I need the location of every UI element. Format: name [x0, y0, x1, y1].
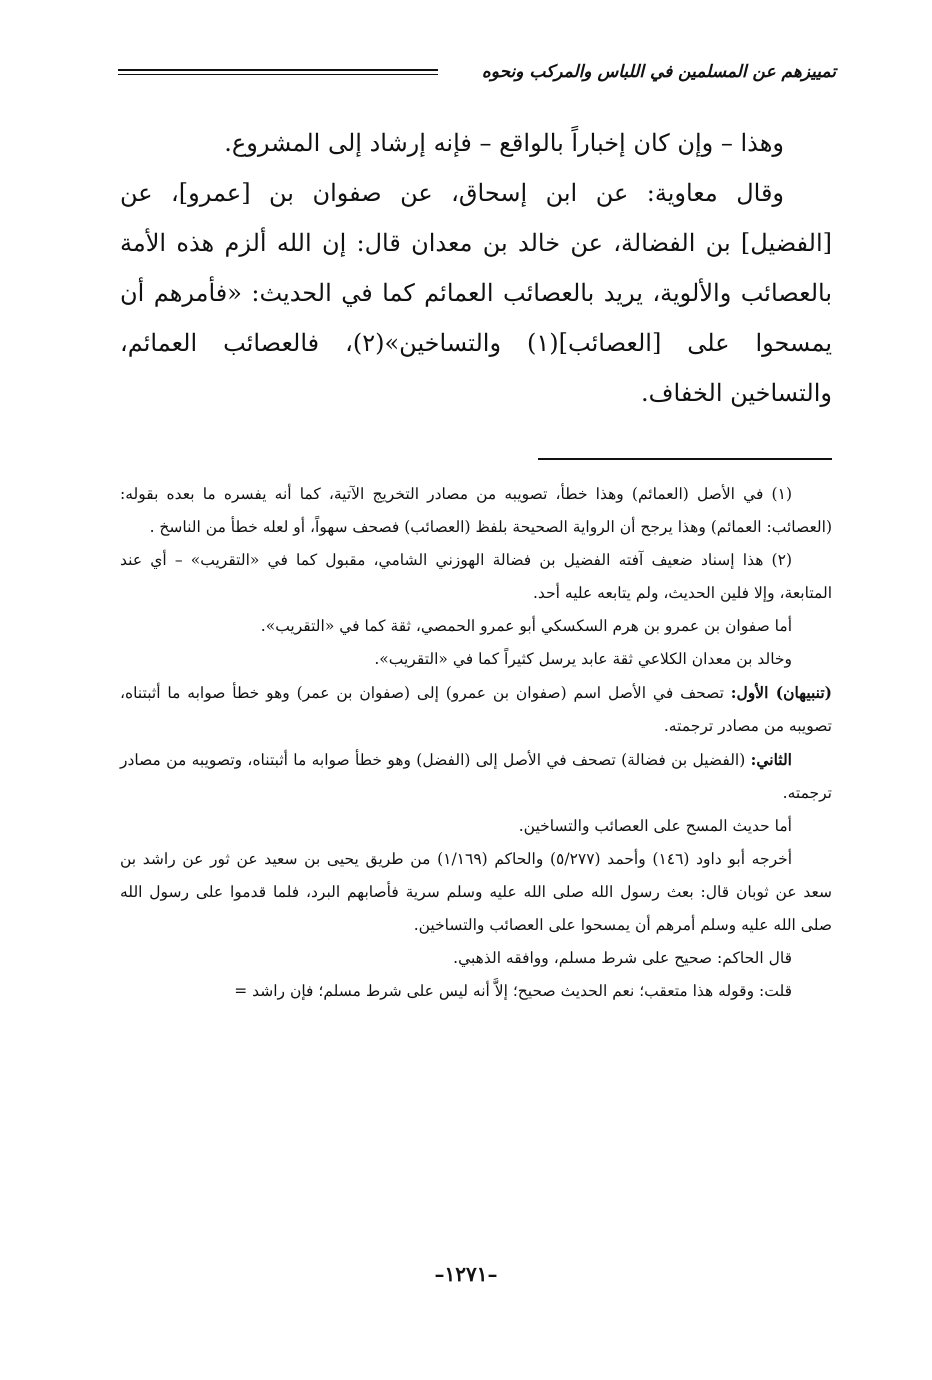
footnote-1: (١) في الأصل (العمائم) وهذا خطأ، تصويبه من مصادر التخريج الآتية، كما أنه يفسره ما بعده بقوله: (العصائب: العمائم) وهذا يرجح أن الرواية الصحيحة بلفظ (العصائب) فصحف سهواً، أو لعله خطأ من الناسخ . — [120, 485, 832, 536]
footnote-hakim: قال الحاكم: صحيح على شرط مسلم، ووافقه الذهبي. — [453, 949, 792, 967]
header-rule — [118, 69, 438, 71]
tanbih-1-lead: (تنبيهان) الأول: — [730, 683, 832, 702]
footnote-khalid: وخالد بن معدان الكلاعي ثقة عابد يرسل كثيراً كما في «التقريب». — [374, 650, 792, 668]
main-text — [120, 118, 832, 418]
footnote-tanbih-1 — [120, 676, 832, 743]
footnote-separator — [538, 458, 832, 460]
main-paragraph: وقال معاوية: عن ابن إسحاق، عن صفوان بن [عمرو]، عن [الفضيل] بن الفضالة، عن خالد بن معدان قال: إن الله ألزم هذه الأمة بالعصائب والألوية، يريد بالعصائب العمائم كما في الحديث: «فأمرهم أن يمسحوا على [العصائب](١) والتساخين»(٢)، فالعصائب العمائم، والتساخين الخفاف. — [120, 179, 833, 407]
tanbih-2-lead: الثاني: — [750, 750, 792, 769]
main-paragraph: وهذا – وإن كان إخباراً بالواقع – فإنه إرشاد إلى المشروع. — [224, 129, 784, 157]
running-header — [118, 58, 836, 88]
page-number: –١٢٧١– — [434, 1262, 498, 1286]
footnote-hadith-intro: أما حديث المسح على العصائب والتساخين. — [518, 817, 792, 835]
running-header-title: تمييزهم عن المسلمين في اللباس والمركب ونحوه — [481, 62, 836, 82]
tanbih-2-text: (الفضيل بن فضالة) تصحف في الأصل إلى (الفضل) وهو خطأ صوابه ما أثبتناه، وتصويبه من مصادر ترجمته. — [120, 751, 832, 802]
footnote-tanbih-2 — [120, 743, 832, 810]
header-rule — [118, 74, 438, 75]
footnote-takhrij: أخرجه أبو داود (١٤٦) وأحمد (٥/٢٧٧) والحاكم (١/١٦٩) من طريق يحيى بن سعيد عن ثور عن راشد بن سعد عن ثوبان قال: بعث رسول الله صلى الله عليه وسلم سرية فأصابهم البرد، فلما قدموا على رسول الله صلى الله عليه وسلم أمرهم أن يمسحوا على العصائب والتساخين. — [120, 850, 832, 934]
footnote-safwan: أما صفوان بن عمرو بن هرم السكسكي أبو عمرو الحمصي، ثقة كما في «التقريب». — [260, 617, 792, 635]
footnote-qultu: قلت: وقوله هذا متعقب؛ نعم الحديث صحيح؛ إلاَّ أنه ليس على شرط مسلم؛ فإن راشد = — [234, 982, 792, 1000]
tanbih-1-text: تصحف في الأصل اسم (صفوان بن عمرو) إلى (صفوان بن عمر) وهو خطأ صوابه ما أثبتناه، تصويبه من مصادر ترجمته. — [120, 684, 832, 735]
footnotes — [120, 478, 832, 1008]
footnote-2: (٢) هذا إسناد ضعيف آفته الفضيل بن فضالة الهوزني الشامي، مقبول كما في «التقريب» – أي عند المتابعة، وإلا فلين الحديث، ولم يتابعه عليه أحد. — [120, 551, 832, 602]
